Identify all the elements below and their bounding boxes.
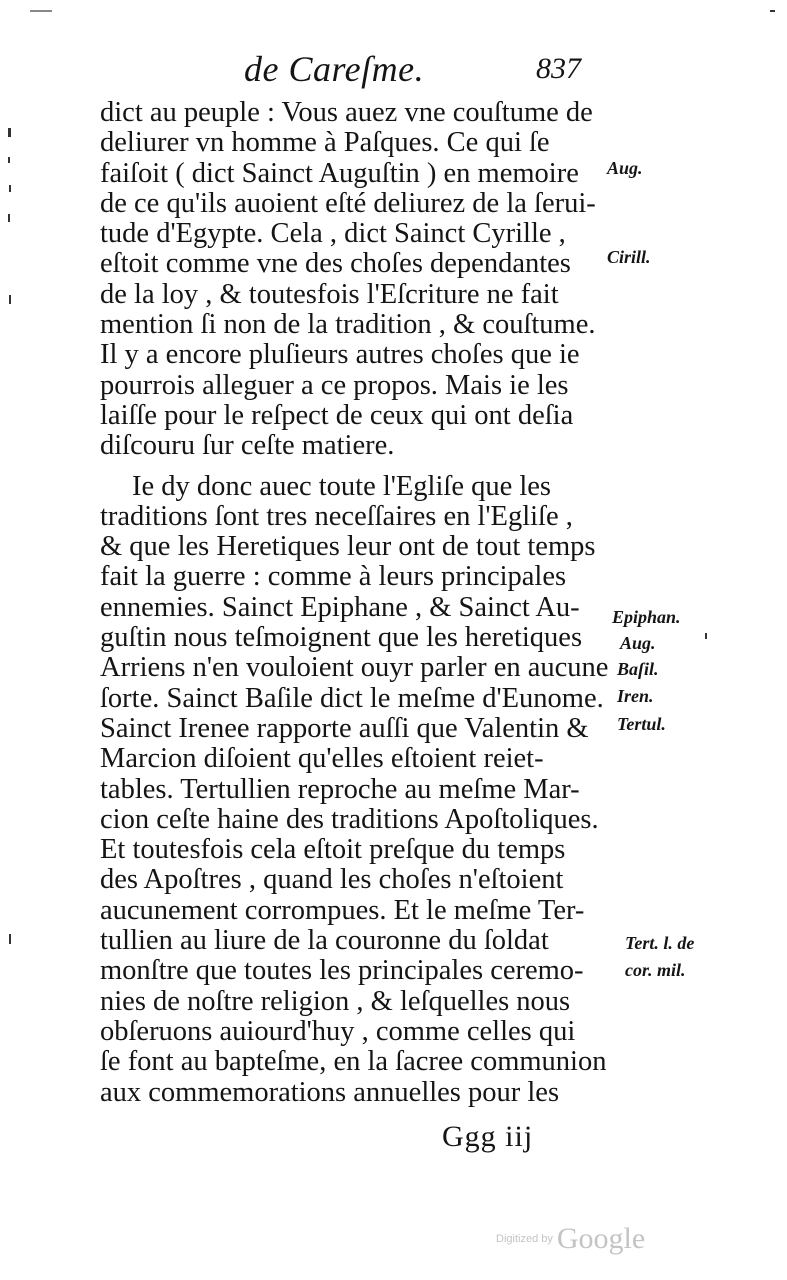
margin-note-cirill: Cirill. bbox=[607, 247, 651, 267]
text-line: pourrois alleguer a ce propos. Mais ie les bbox=[100, 369, 569, 401]
text-line: nies de noſtre religion , & leſquelles nous bbox=[100, 985, 571, 1017]
running-head: de Careſme. bbox=[244, 49, 425, 89]
text-line: tude d'Egypte. Cela , dict Sainct Cyrille , bbox=[100, 218, 566, 250]
text-line: deliurer vn homme à Paſques. Ce qui ſe bbox=[100, 127, 550, 159]
text-line: ſe font au bapteſme, en la ſacree communion bbox=[100, 1046, 607, 1078]
google-logo: Google bbox=[556, 1222, 646, 1255]
margin-note-tert: Tert. l. de bbox=[625, 933, 695, 953]
margin-note-basil: Baſil. bbox=[617, 659, 659, 679]
watermark-prefix: Digitized by bbox=[496, 1233, 553, 1245]
text-line: & que les Heretiques leur ont de tout temps bbox=[100, 531, 596, 563]
text-line: dict au peuple : Vous auez vne couſtume de bbox=[100, 97, 593, 128]
text-line: Et toutesfois cela eſtoit preſque du temps bbox=[100, 834, 566, 866]
text-line: tullien au liure de la couronne du ſoldat bbox=[100, 925, 549, 957]
text-line: fait la guerre : comme à leurs principales bbox=[100, 561, 567, 593]
text-line: guſtin nous teſmoignent que les heretiques bbox=[100, 622, 583, 654]
text-line: ennemies. Sainct Epiphane , & Sainct Au- bbox=[100, 591, 580, 623]
text-line: eſtoit comme vne des choſes dependantes bbox=[100, 248, 571, 280]
text-line: monſtre que toutes les principales ceremo- bbox=[100, 955, 584, 987]
text-line: des Apoſtres , quand les choſes n'eſtoient bbox=[100, 864, 564, 896]
scan-speck bbox=[9, 295, 11, 304]
margin-note-aug: Aug. bbox=[620, 633, 656, 653]
text-line: traditions ſont tres neceſſaires en l'Egliſe , bbox=[100, 500, 573, 532]
body-text bbox=[100, 98, 620, 1108]
margin-note-iren: Iren. bbox=[617, 686, 654, 706]
text-line: de la loy , & toutesfois l'Eſcriture ne fait bbox=[100, 278, 559, 310]
text-line: cion ceſte haine des traditions Apoſtoliques. bbox=[100, 803, 599, 835]
scan-speck bbox=[8, 214, 10, 222]
text-line: tables. Tertullien reproche au meſme Mar- bbox=[100, 773, 580, 805]
margin-note-epiphan: Epiphan. bbox=[612, 607, 681, 627]
text-line: laiſſe pour le reſpect de ceux qui ont deſia bbox=[100, 399, 574, 431]
scan-speck bbox=[770, 10, 775, 12]
text-line: diſcouru ſur ceſte matiere. bbox=[100, 430, 395, 462]
margin-note-tertul: Tertul. bbox=[617, 714, 666, 734]
text-line: ſorte. Sainct Baſile dict le meſme d'Eunome. bbox=[100, 682, 604, 714]
text-line: aux commemorations annuelles pour les bbox=[100, 1076, 560, 1108]
scan-speck bbox=[705, 633, 707, 639]
scan-speck bbox=[8, 157, 10, 163]
margin-note-tert-cont: cor. mil. bbox=[625, 960, 686, 980]
scan-speck bbox=[9, 185, 11, 192]
text-line: Arriens n'en vouloient ouyr parler en aucune bbox=[100, 652, 609, 684]
text-line: aucunement corrompues. Et le meſme Ter- bbox=[100, 894, 585, 926]
text-line: Il y a encore pluſieurs autres choſes que ie bbox=[100, 339, 580, 371]
text-line: Marcion diſoient qu'elles eſtoient reiet- bbox=[100, 743, 544, 775]
scan-speck bbox=[8, 128, 11, 137]
scan-speck bbox=[9, 934, 11, 944]
text-line: Ie dy donc auec toute l'Egliſe que les bbox=[132, 470, 552, 502]
scan-speck bbox=[30, 10, 52, 12]
signature-mark: Ggg iij bbox=[442, 1120, 534, 1153]
text-line: faiſoit ( dict Sainct Auguſtin ) en memoire bbox=[100, 157, 579, 189]
margin-note-aug: Aug. bbox=[607, 158, 643, 178]
text-line: de ce qu'ils auoient eſté deliurez de la ſerui- bbox=[100, 187, 596, 219]
google-watermark bbox=[496, 1222, 645, 1256]
text-line: obſeruons auiourd'huy , comme celles qui bbox=[100, 1015, 576, 1047]
text-line: Sainct Irenee rapporte auſſi que Valentin & bbox=[100, 712, 589, 744]
page-number: 837 bbox=[536, 52, 581, 85]
text-line: mention ſi non de la tradition , & couſtume. bbox=[100, 309, 596, 341]
